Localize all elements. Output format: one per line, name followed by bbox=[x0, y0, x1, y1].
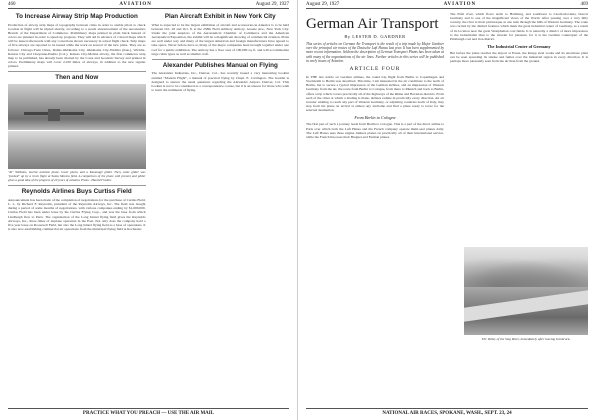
subhead-berlin-cologne: From Berlin to Cologne bbox=[354, 115, 396, 121]
right-page-number: 469 bbox=[580, 2, 588, 7]
article-body-1: In THE last article on German airlines, the round trip flight from Berlin to Copenhagen and Stockholm to Berlin was described. This time, I am interested in the air conditions to the north of Berlin, but to secure a typical impression of the German airlines, and an impression of Western Germany from the air, the route from Berlin to Cologne, from there to Munich and back to Berlin, offers a trip which covers practically all of the highways of the Rhine and Bavarian districts. From each of the cities at which a landing is made, airlines radiate in practically every direction. An air traveler wishing to reach any part of Western Germany, or adjoining countries north of Italy, may step from his plane on arrival at almost any airdrome and find a plane ready to leave for the selected destination. bbox=[306, 75, 444, 113]
left-column-1 bbox=[8, 12, 146, 233]
then-now-caption: "Al" Williams, marine aviation plane, lower photo, and a Kavanagh glider. Then, same glider was "pushed" up by a truck flight at Santa Monica field. A comparison of the plane with present and glider gives a good idea of the progress of 20 years of aviation. Photo - Harold Fradier. bbox=[8, 169, 146, 182]
right-magazine-name: AVIATION bbox=[443, 2, 477, 7]
airway-headline: To Increase Airway Strip Map Production bbox=[15, 13, 138, 20]
glider-figure bbox=[24, 108, 84, 122]
article-number: ARTICLE FOUR bbox=[349, 66, 401, 73]
reynolds-body: Announcement has been made of the completion of negotiations for the purchase of Curtiss Field, L. I., by Richard F. Reynolds, president of the Reynolds Airways, Inc. The field was bought during a period of some months of negotiations, with various companies ending by $1,000,000. Curtiss Field has been under lease by the Curtiss Flying Corp., and was the base from which Lindbergh flew to Paris. The organization of the Long Island flying field gives the Reynolds Airways, Inc., three times of airplane operation in the East. Not only does the company hold a five year lease on Roosevelt Field, but also the Long Island flying field as a base of operations. It is also now establishing commercial air operations from the municipal flying field at Rochester. bbox=[8, 197, 146, 232]
right-page-header bbox=[306, 2, 588, 9]
right-page-footer: NATIONAL AIR RACES, SPOKANE, WASH., SEPT. 23, 24 bbox=[306, 408, 588, 416]
left-page-footer: PRACTICE WHAT YOU PREACH — USE THE AIR MAIL bbox=[8, 408, 289, 416]
right-page bbox=[298, 0, 596, 420]
exhibit-body: What is expected to be the largest exhibition of aircraft and accessories in America is to be held between Oct. 20 and Oct. 8, at the 258th Field Artillery Armory, Greene Ave., New York City. Under the joint auspices of the Aeronautical Chamber of Commerce and the American Aeronautical Exposition, the exhibit will be a magnificent showing of commercial aviation. Plans are well under way and many of the largest American and foreign manufacturers have agreed to take space. Never before have so many of the major companies been brought together under one roof for a public exhibition. The Armory has a floor area of 100,000 sq. ft. and will accommodate large cabin types as well as smaller craft. bbox=[151, 22, 289, 56]
left-magazine-name: AVIATION bbox=[119, 2, 152, 7]
left-column-2 bbox=[152, 12, 290, 233]
subhead-industrial-center: The Industrial Center of Germany bbox=[487, 44, 551, 50]
left-page-header bbox=[8, 2, 289, 9]
sieg-valley-photo bbox=[464, 247, 588, 335]
then-now-photo-top bbox=[8, 84, 146, 130]
then-now-photo-bottom bbox=[8, 131, 146, 169]
divider bbox=[152, 59, 290, 60]
reynolds-headline: Reynolds Airlines Buys Curtiss Field bbox=[21, 188, 132, 196]
right-columns bbox=[306, 12, 588, 141]
article-intro: This series of articles on German Air Transport is the result of a trip made by Major Gardner over the principal air routes of the Deutsche Luft Hansa last year. It has been supplemented by more recent information. Seldom the description of German Transport Plants has been taken at with many of the organizations of the air lines. Further articles in this series will be published in early issues of Aviation. bbox=[306, 42, 444, 63]
right-column-1 bbox=[306, 12, 444, 141]
left-columns bbox=[8, 12, 289, 233]
article-body-1b: The first part of such a journey leads from Berlin to Cologne. This is a part of the direct airline to Paris over which both the Luft Hansa and the French company operate multi-seat planes daily. The Luft Hansa uses three engine Junkers planes on practically all of their international service, while the French line uses their Breguet and Farman planes. bbox=[306, 122, 444, 139]
right-column-2 bbox=[450, 12, 588, 141]
left-page-number: 460 bbox=[8, 2, 16, 7]
article-body-2b: But before the plane reaches the airport at Essen, the Krupp steel works and its enormous plant can be seen spreading its smoke and fumes over the industrial region in every direction. It is perhaps more pleasantly seen from the air than from the ground. bbox=[450, 51, 588, 64]
article-byline: By LESTER D. GARDNER bbox=[344, 34, 406, 39]
alexander-body: The Alexander Industries, Inc., Denver, Col., has recently issued a very interesting booklet entitled "Modern Flight", a manual of practical flying by Chapl. E. Carrington. The booklet is designed to answer the usual questions regarding the Alexander Airport, Denver, Col. This booklet is not to be considered as a correspondence course, but it is an answer for those who wish to learn the rudiments of flying. bbox=[151, 71, 289, 93]
exhibit-headline: Plan Aircraft Exhibit in New York City bbox=[164, 13, 276, 20]
airway-body: Production of airway strip maps of topography between cities in order to enable pilots to check location in flight will be tripled shortly, according to a recent announcement of the Aeronautics Branch of the Department of Commerce. Preliminary maps printed in plain black instead of colors are planned in order to speed up progress. They will aid in advance of colored maps which will be issued afterwards with any corrections shown necessary in actual flight check. Strip maps of five airways are reported to be issued while the work on several of the new plans. They are as follows: Chicago-Twin Cities, Dallas-Oklahoma City, Oklahoma City-Wichita (Kan.), Wichita-Kansas City and Cheyenne-Pueblo (Col.). Kansas City-Moline airway, the first commerce strip map to be published, has already been charted by the Coast and Geodetic Survey and printed in colors. Preliminary maps will cover 2,100 miles of airways, in addition to the new regular printed. bbox=[8, 22, 146, 69]
left-page-date: August 29, 1927 bbox=[255, 2, 289, 7]
divider bbox=[8, 185, 146, 186]
article-title: German Air Transport bbox=[306, 16, 439, 32]
alexander-headline: Alexander Publishes Manual on Flying bbox=[162, 61, 278, 69]
sieg-valley-caption: The Valley of the Sieg River, immediately after leaving Innsbruck. bbox=[481, 337, 571, 341]
divider bbox=[8, 71, 146, 72]
article-body-2: The Eifel river, which flows north to Hamburg, and southwest to Czechoslovakia, bisects Germany and is one of the magnificent views of the World. After passing over a very hilly country, the river is most picturesque as one runs through the hills of Western Germany. The route was carried by the distinct features which mark the great industrial center of Germany, as a result of its location near the great Westphalian coal fields. It is naturally a district of more importance to the industrialist than to the traveler for pleasure, for it is the German counterpart of the Pittsburgh coal and iron district. bbox=[450, 12, 588, 41]
right-page-date: August 29, 1927 bbox=[306, 2, 340, 7]
then-now-headline: Then and Now bbox=[55, 74, 99, 82]
